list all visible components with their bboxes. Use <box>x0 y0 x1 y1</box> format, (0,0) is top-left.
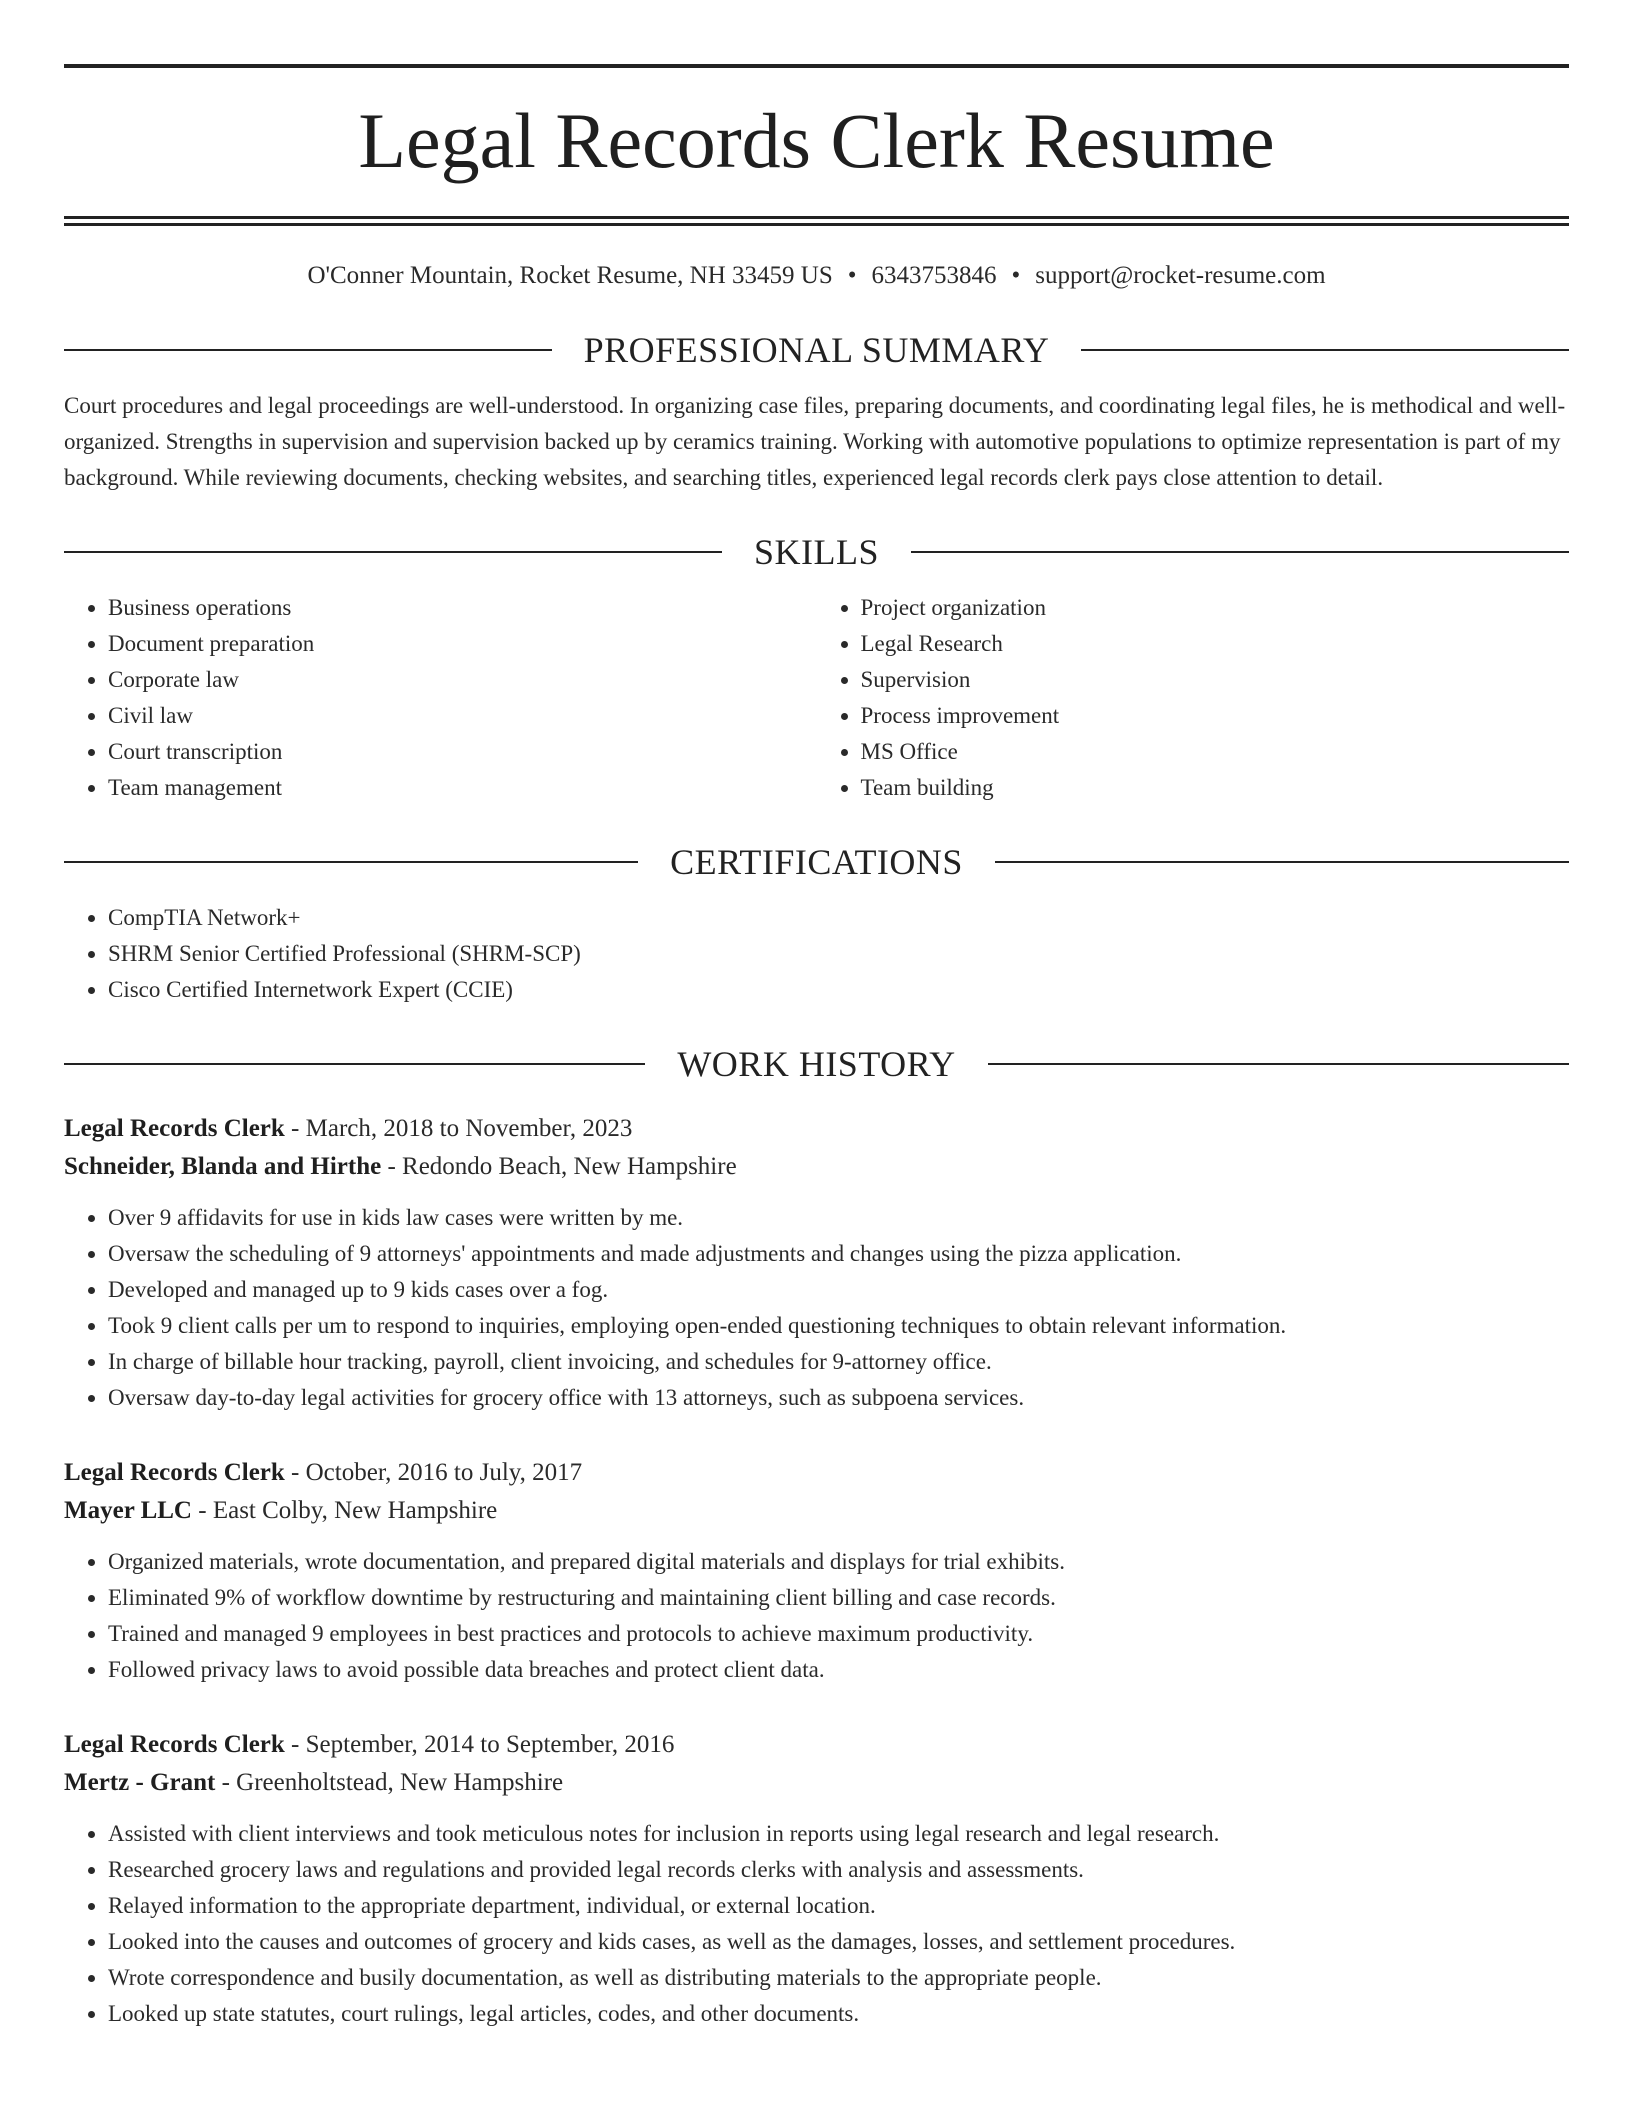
contact-line <box>64 258 1569 294</box>
section-rule <box>1081 349 1569 351</box>
skills-list-left <box>64 590 817 806</box>
job-company: Mayer LLC <box>64 1497 192 1524</box>
job-duty: • Followed privacy laws to avoid possible data breaches and protect client data. <box>108 1652 1569 1688</box>
job-duty: • Oversaw the scheduling of 9 attorneys' appointments and made adjustments and changes using the pizza application. <box>108 1236 1569 1272</box>
job-duties-list <box>64 1200 1569 1416</box>
job-entry <box>64 1110 1569 1416</box>
skill-item: • MS Office <box>861 734 1570 770</box>
contact-separator: • <box>847 262 857 289</box>
summary-text: Court procedures and legal proceedings are well-understood. In organizing case files, preparing documents, and coordinating legal files, he is methodical and well-organized. Strengths in supervision and supervision backed up by ceramics training. Working with automotive populations to optimize representation is part of my background. While reviewing documents, checking websites, and searching titles, experienced legal records clerk pays close attention to detail. <box>64 393 1566 490</box>
certification-item: • SHRM Senior Certified Professional (SHRM-SCP) <box>108 936 1569 972</box>
job-duties-list <box>64 1544 1569 1688</box>
top-rule <box>64 64 1569 68</box>
job-duty: • Took 9 client calls per um to respond to inquiries, employing open-ended questioning techniques to obtain relevant information. <box>108 1308 1569 1344</box>
job-title: Legal Records Clerk <box>64 1731 285 1758</box>
certifications-list <box>64 900 1569 1008</box>
job-location: - Greenholtstead, New Hampshire <box>215 1769 564 1796</box>
resume-page <box>64 0 1569 2032</box>
certification-item: • Cisco Certified Internetwork Expert (CCIE) <box>108 972 1569 1008</box>
contact-phone: 6343753846 <box>871 262 997 289</box>
skills-list-right <box>817 590 1570 806</box>
skill-item: • Team building <box>861 770 1570 806</box>
job-company-line <box>64 1148 1569 1186</box>
job-duty: • Wrote correspondence and busily documentation, as well as distributing materials to the appropriate people. <box>108 1960 1569 1996</box>
job-duty: • In charge of billable hour tracking, payroll, client invoicing, and schedules for 9-attorney office. <box>108 1344 1569 1380</box>
certifications-section-header <box>64 840 1569 884</box>
job-title-line <box>64 1110 1569 1148</box>
job-duty: • Researched grocery laws and regulations and provided legal records clerks with analysis and assessments. <box>108 1852 1569 1888</box>
job-duty: • Trained and managed 9 employees in best practices and protocols to achieve maximum productivity. <box>108 1616 1569 1652</box>
job-dates: - September, 2014 to September, 2016 <box>284 1731 675 1758</box>
job-duty: • Over 9 affidavits for use in kids law cases were written by me. <box>108 1200 1569 1236</box>
section-rule <box>64 349 552 351</box>
job-location: - East Colby, New Hampshire <box>192 1497 498 1524</box>
work-section-header <box>64 1042 1569 1086</box>
job-duty: • Organized materials, wrote documentation, and prepared digital materials and displays for trial exhibits. <box>108 1544 1569 1580</box>
job-company: Mertz - Grant <box>64 1769 216 1796</box>
skill-item: • Business operations <box>108 590 817 626</box>
skill-item: • Legal Research <box>861 626 1570 662</box>
job-dates: - March, 2018 to November, 2023 <box>284 1115 633 1142</box>
skills-heading: SKILLS <box>754 532 880 572</box>
job-duty: • Eliminated 9% of workflow downtime by restructuring and maintaining client billing and case records. <box>108 1580 1569 1616</box>
skills-right-column <box>817 590 1570 806</box>
work-heading: WORK HISTORY <box>677 1044 956 1084</box>
section-rule <box>64 861 638 863</box>
skill-item: • Supervision <box>861 662 1570 698</box>
job-company-line <box>64 1492 1569 1530</box>
job-duty: • Developed and managed up to 9 kids cases over a fog. <box>108 1272 1569 1308</box>
summary-heading: PROFESSIONAL SUMMARY <box>583 330 1050 370</box>
job-title-line <box>64 1726 1569 1764</box>
job-entry <box>64 1726 1569 2032</box>
contact-email: support@rocket-resume.com <box>1035 262 1326 289</box>
certifications-block <box>64 900 1569 1008</box>
skill-item: • Civil law <box>108 698 817 734</box>
skills-section-header <box>64 530 1569 574</box>
job-duty: • Relayed information to the appropriate department, individual, or external location. <box>108 1888 1569 1924</box>
contact-separator: • <box>1011 262 1021 289</box>
skill-item: • Project organization <box>861 590 1570 626</box>
skill-item: • Court transcription <box>108 734 817 770</box>
job-title-line <box>64 1454 1569 1492</box>
section-rule <box>995 861 1569 863</box>
title-double-rule <box>64 216 1569 226</box>
resume-title: Legal Records Clerk Resume <box>358 97 1275 184</box>
certification-item: • CompTIA Network+ <box>108 900 1569 936</box>
summary-section-header <box>64 328 1569 372</box>
certifications-heading: CERTIFICATIONS <box>670 842 963 882</box>
job-company-line <box>64 1764 1569 1802</box>
skill-item: • Corporate law <box>108 662 817 698</box>
skill-item: • Process improvement <box>861 698 1570 734</box>
skill-item: • Team management <box>108 770 817 806</box>
job-title: Legal Records Clerk <box>64 1115 285 1142</box>
section-rule <box>64 1063 645 1065</box>
job-duty: • Looked up state statutes, court rulings, legal articles, codes, and other documents. <box>108 1996 1569 2032</box>
job-entry <box>64 1454 1569 1688</box>
section-rule <box>988 1063 1569 1065</box>
job-duty: • Looked into the causes and outcomes of grocery and kids cases, as well as the damages, losses, and settlement procedures. <box>108 1924 1569 1960</box>
section-rule <box>911 551 1569 553</box>
job-duties-list <box>64 1816 1569 2032</box>
skills-columns <box>64 590 1569 806</box>
job-dates: - October, 2016 to July, 2017 <box>284 1459 583 1486</box>
job-duty: • Assisted with client interviews and took meticulous notes for inclusion in reports using legal research and legal research. <box>108 1816 1569 1852</box>
contact-address: O'Conner Mountain, Rocket Resume, NH 33459 US <box>307 262 833 289</box>
job-location: - Redondo Beach, New Hampshire <box>381 1153 737 1180</box>
section-rule <box>64 551 722 553</box>
skills-left-column <box>64 590 817 806</box>
skill-item: • Document preparation <box>108 626 817 662</box>
job-title: Legal Records Clerk <box>64 1459 285 1486</box>
job-company: Schneider, Blanda and Hirthe <box>64 1153 382 1180</box>
job-duty: • Oversaw day-to-day legal activities for grocery office with 13 attorneys, such as subpoena services. <box>108 1380 1569 1416</box>
